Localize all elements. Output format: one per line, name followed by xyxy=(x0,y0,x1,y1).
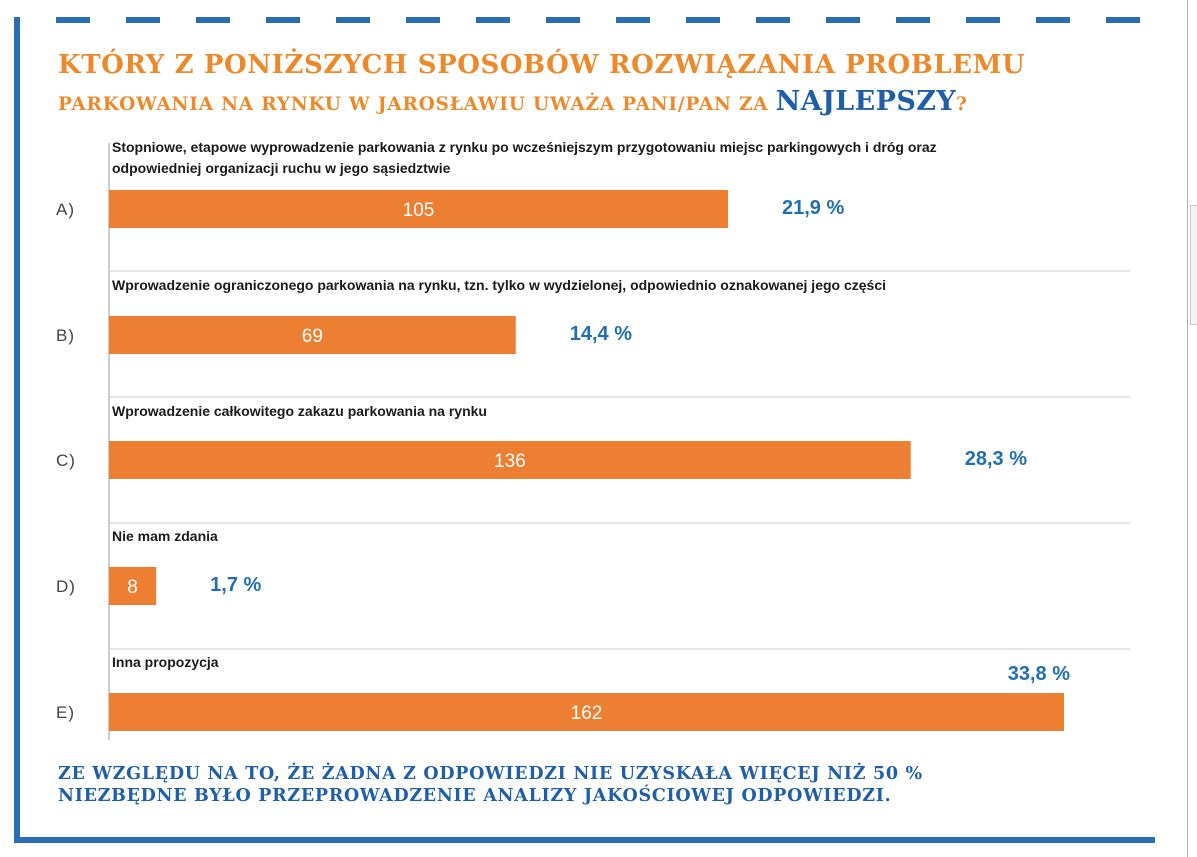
answer-text: odpowiedniej organizacji ruchu w jego sąsiedztwie xyxy=(112,160,451,176)
answer-text: Nie mam zdania xyxy=(112,528,218,544)
footer-note-line-2: NIEZBĘDNE BYŁO PRZEPROWADZENIE ANALIZY JAKOŚCIOWEJ ODPOWIEDZI. xyxy=(58,786,892,806)
option-label: B) xyxy=(56,326,75,345)
page-title: KTÓRY Z PONIŻSZYCH SPOSOBÓW ROZWIĄZANIA PROBLEMU xyxy=(58,50,1026,80)
bar-value-label: 136 xyxy=(494,451,526,472)
answer-text: Stopniowe, etapowe wyprowadzenie parkowania z rynku po wcześniejszym przygotowaniu miejsc parkingowych i dróg oraz xyxy=(112,139,937,155)
subtitle-question-mark: ? xyxy=(956,94,968,115)
option-label: C) xyxy=(56,451,76,470)
bar-value-label: 8 xyxy=(127,577,138,598)
footer-note-line-1: ZE WZGLĘDU NA TO, ŻE ŻADNA Z ODPOWIEDZI NIE UZYSKAŁA WIĘCEJ NIŻ 50 % xyxy=(58,764,923,784)
option-label: A) xyxy=(56,200,75,219)
bar-value-label: 162 xyxy=(570,703,603,724)
percent-label: 1,7 % xyxy=(210,574,262,596)
answer-text: Wprowadzenie całkowitego zakazu parkowania na rynku xyxy=(112,403,487,419)
bar-value-label: 69 xyxy=(301,326,323,347)
percent-label: 28,3 % xyxy=(964,448,1027,470)
percent-label: 21,9 % xyxy=(781,197,845,219)
percent-label: 14,4 % xyxy=(569,323,633,345)
answer-text: Inna propozycja xyxy=(112,654,219,670)
subtitle-highlight: NAJLEPSZY xyxy=(775,86,957,117)
subtitle-text: PARKOWANIA NA RYNKU W JAROSŁAWIU UWAŻA PANI/PAN ZA xyxy=(58,94,776,115)
option-label: E) xyxy=(56,703,75,722)
percent-label: 33,8 % xyxy=(1007,663,1070,685)
bar-value-label: 105 xyxy=(402,200,435,221)
answer-text: Wprowadzenie ograniczonego parkowania na rynku, tzn. tylko w wydzielonej, odpowiednio oznakowanej jego części xyxy=(112,277,887,293)
option-label: D) xyxy=(56,577,76,596)
